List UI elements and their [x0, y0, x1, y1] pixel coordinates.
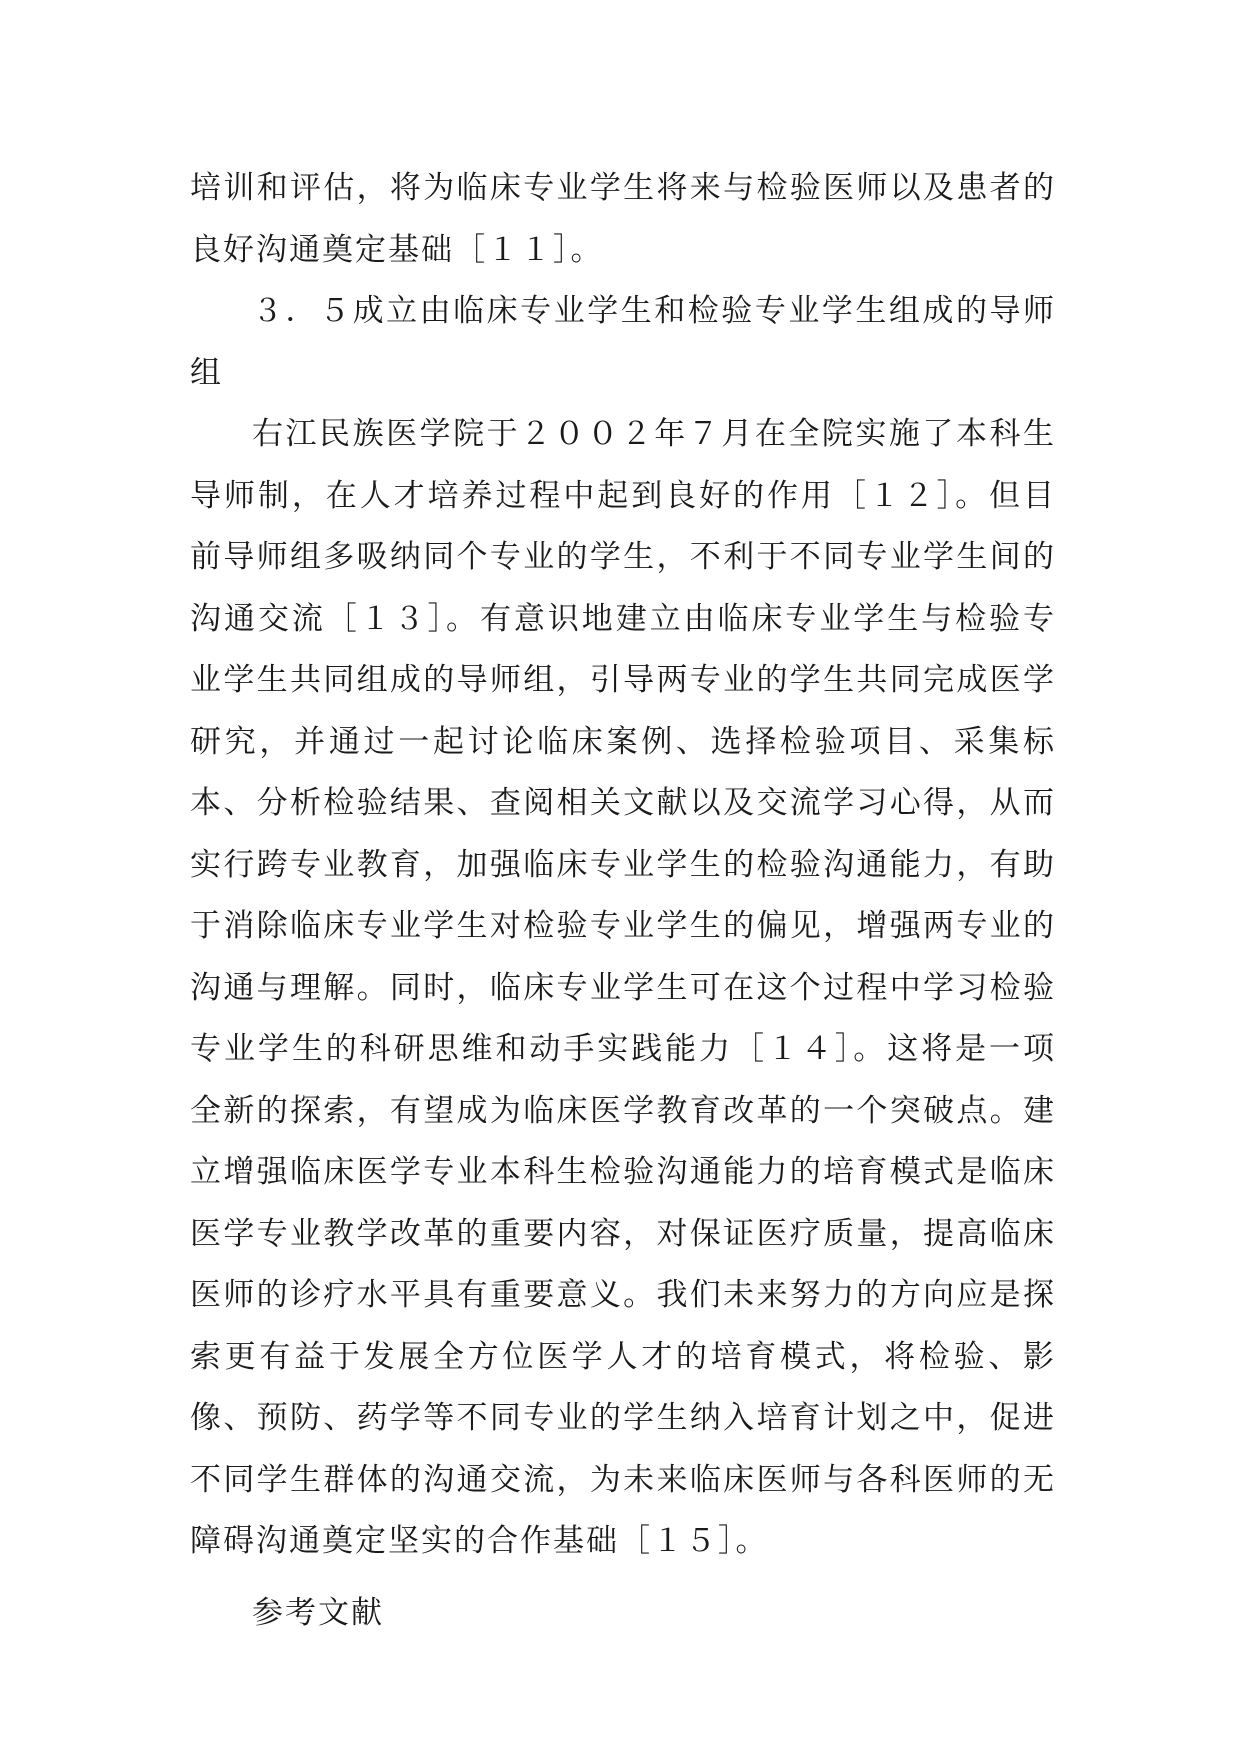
- paragraph-continuation: 培训和评估，将为临床专业学生将来与检验医师以及患者的良好沟通奠定基础［１１］。: [190, 170, 1056, 268]
- section-heading-3-5: ３．５成立由临床专业学生和检验专业学生组成的导师组: [190, 293, 1056, 391]
- paragraph-mentor-group: 右江民族医学院于２００２年７月在全院实施了本科生导师制，在人才培养过程中起到良好的作用［１２］。但目前导师组多吸纳同个专业的学生，不利于不同专业学生间的沟通交流［１３］。有意识地建立由临床专业学生与检验专业学生共同组成的导师组，引导两专业的学生共同完成医学研究，并通过一起讨论临床案例、选择检验项目、采集标本、分析检验结果、查阅相关文献以及交流学习心得，从而实行跨专业教育，加强临床专业学生的检验沟通能力，有助于消除临床专业学生对检验专业学生的偏见，增强两专业的沟通与理解。同时，临床专业学生可在这个过程中学习检验专业学生的科研思维和动手实践能力［１４］。这将是一项全新的探索，有望成为临床医学教育改革的一个突破点。建立增强临床医学专业本科生检验沟通能力的培育模式是临床医学专业教学改革的重要内容，对保证医疗质量，提高临床医师的诊疗水平具有重要意义。我们未来努力的方向应是探索更有益于发展全方位医学人才的培育模式，将检验、影像、预防、药学等不同专业的学生纳入培育计划之中，促进不同学生群体的沟通交流，为未来临床医师与各科医师的无障碍沟通奠定坚实的合作基础［１５］。: [190, 416, 1056, 1559]
- document-body: [190, 158, 1056, 1644]
- references-heading: 参考文献: [252, 1594, 384, 1631]
